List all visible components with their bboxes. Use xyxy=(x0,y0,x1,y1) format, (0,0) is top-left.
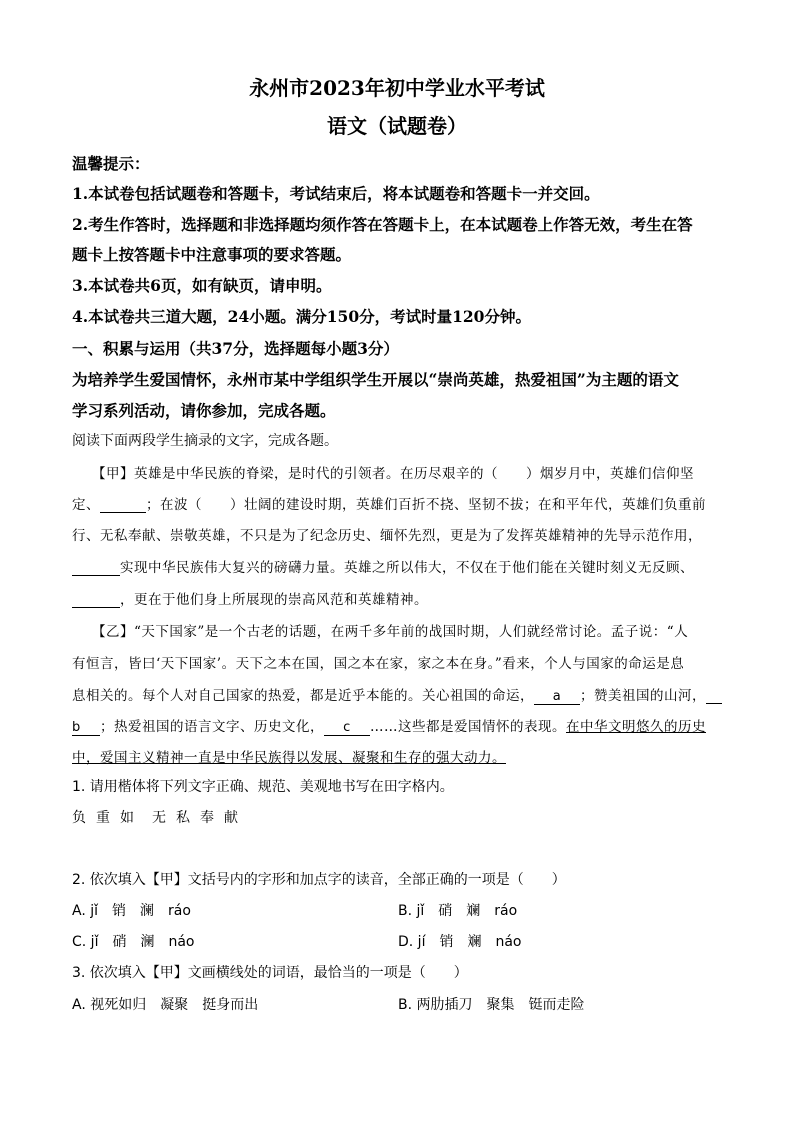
notice-item: 1.本试卷包括试题卷和答题卡，考试结束后，将本试题卷和答题卡一并交回。 xyxy=(72,184,600,203)
passage-yi-line: 【乙】“天下国家”是一个古老的话题，在两千多年前的战国时期，人们就经常讨论。孟子说：“人 xyxy=(92,624,689,640)
notice-item: 4.本试卷共三道大题，24小题。满分150分，考试时量120分钟。 xyxy=(72,307,531,326)
passage-text: ；赞美祖国的山河， xyxy=(580,688,706,704)
notice-item: 题卡上按答题卡中注意事项的要求答题。 xyxy=(72,245,352,264)
fill-blank-c: c xyxy=(324,721,370,736)
passage-jia-line xyxy=(72,556,694,576)
passage-text: 实现中华民族伟大复兴的磅礴力量。英雄之所以伟大，不仅在于他们能在关键时刻义无反顾、 xyxy=(120,560,694,576)
passage-text: ……这些都是爱国情怀的表现。 xyxy=(370,719,566,735)
passage-text: ；在波（ ）壮阔的建设时期，英雄们百折不挠、坚韧不拔；在和平年代，英雄们负重前 xyxy=(146,497,706,513)
section-intro: 学习系列活动，请你参加，完成各题。 xyxy=(72,401,336,420)
q2-option-c[interactable]: C. jǐ 硝 澜 náo xyxy=(72,934,195,950)
q2-option-a[interactable]: A. jǐ 销 澜 ráo xyxy=(72,903,191,919)
underlined-text: 在中华文明悠久的历史 xyxy=(566,719,706,735)
section-intro: 为培养学生爱国情怀，永州市某中学组织学生开展以“崇尚英雄，热爱祖国”为主题的语文 xyxy=(72,370,679,389)
exam-title: 永州市2023年初中学业水平考试 xyxy=(249,76,545,100)
passage-yi-line xyxy=(72,746,506,766)
notice-item: 3.本试卷共6页，如有缺页，请申明。 xyxy=(72,276,332,295)
question-3: 3. 依次填入【甲】文画横线处的词语，最恰当的一项是（ ） xyxy=(72,965,468,981)
fill-blank-a: a xyxy=(534,690,580,705)
passage-text: 定、 xyxy=(72,497,100,513)
reading-instruction: 阅读下面两段学生摘录的文字，完成各题。 xyxy=(72,433,338,449)
passage-yi-line xyxy=(72,684,722,705)
char: 奉 xyxy=(200,810,214,826)
question-2: 2. 依次填入【甲】文括号内的字形和加点字的读音，全部正确的一项是（ ） xyxy=(72,872,566,888)
passage-yi-line: 有恒言，皆曰‘天下国家’。天下之本在国，国之本在家，家之本在身。”看来，个人与国家的命运是息 xyxy=(72,656,685,672)
question-1-chars xyxy=(72,807,248,827)
fill-blank-b: b xyxy=(72,721,100,736)
passage-yi-line xyxy=(72,715,706,736)
fill-blank xyxy=(72,593,120,608)
passage-jia-line xyxy=(72,588,428,608)
q2-option-b[interactable]: B. jǐ 硝 斓 ráo xyxy=(398,903,518,919)
notice-item: 2.考生作答时，选择题和非选择题均须作答在答题卡上，在本试题卷上作答无效，考生在答 xyxy=(72,215,693,234)
notice-label: 温馨提示： xyxy=(72,154,150,173)
q2-option-d[interactable]: D. jí 销 斓 náo xyxy=(398,934,522,950)
char: 如 xyxy=(120,810,134,826)
passage-jia-line: 【甲】英雄是中华民族的脊梁，是时代的引领者。在历尽艰辛的（ ）烟岁月中，英雄们信仰坚 xyxy=(92,466,694,482)
char: 重 xyxy=(96,810,110,826)
fill-blank xyxy=(72,561,120,576)
char: 私 xyxy=(176,810,190,826)
passage-text: ，更在于他们身上所展现的崇高风范和英雄精神。 xyxy=(120,592,428,608)
char: 负 xyxy=(72,810,86,826)
char: 献 xyxy=(224,810,238,826)
section-heading: 一、积累与运用（共37分，选择题每小题3分） xyxy=(72,339,399,358)
exam-subtitle: 语文（试题卷） xyxy=(327,114,467,138)
q3-option-a[interactable]: A. 视死如归 凝聚 挺身而出 xyxy=(72,997,259,1013)
fill-blank xyxy=(100,498,146,513)
char: 无 xyxy=(152,810,166,826)
q3-option-b[interactable]: B. 两肋插刀 聚集 铤而走险 xyxy=(398,997,585,1013)
underlined-text: 中，爱国主义精神一直是中华民族得以发展、凝聚和生存的强大动力。 xyxy=(72,750,506,766)
question-1: 1. 请用楷体将下列文字正确、规范、美观地书写在田字格内。 xyxy=(72,779,454,795)
passage-text: 息相关的。每个人对自己国家的热爱，都是近乎本能的。关心祖国的命运， xyxy=(72,688,534,704)
passage-jia-line xyxy=(72,493,706,513)
fill-blank xyxy=(706,689,722,704)
passage-jia-line: 行、无私奉献、崇敬英雄，不只是为了纪念历史、缅怀先烈，更是为了发挥英雄精神的先导示范作用， xyxy=(72,528,702,544)
passage-text: ；热爱祖国的语言文字、历史文化， xyxy=(100,719,324,735)
